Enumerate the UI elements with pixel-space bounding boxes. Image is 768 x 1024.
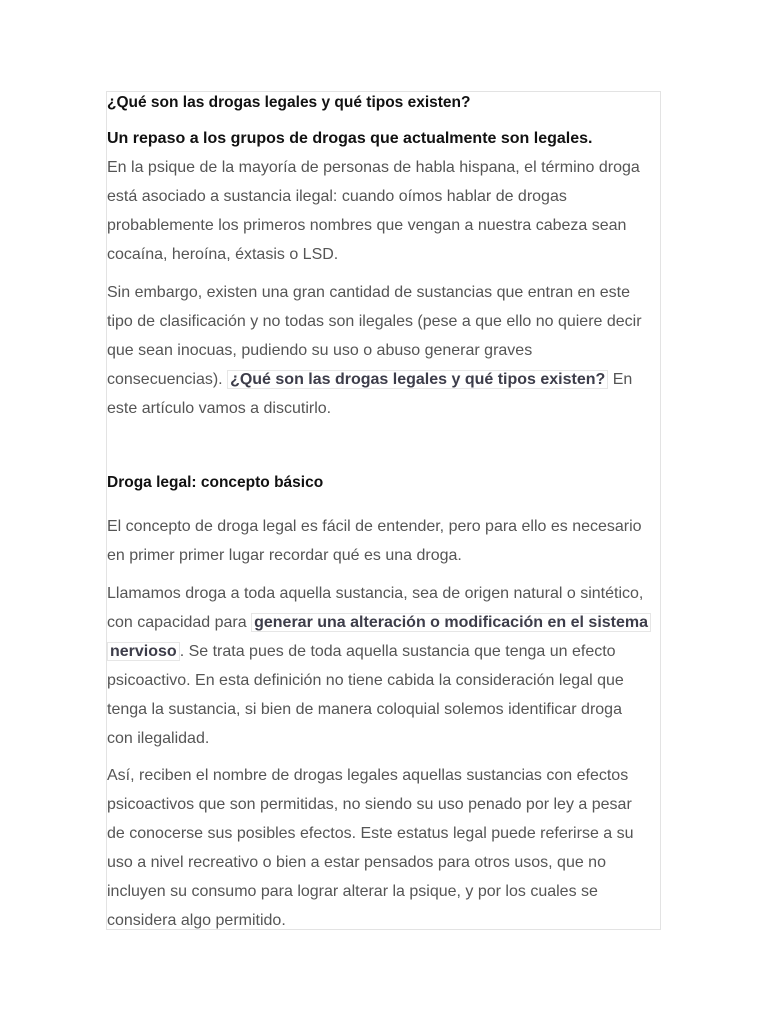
paragraph-line: En la psique de la mayoría de personas de habla hispana, el término droga [107,159,640,176]
paragraph-line [107,637,662,666]
paragraph-line: Sin embargo, existen una gran cantidad de sustancias que entran en este [107,284,631,301]
highlighted-link[interactable]: nervioso [107,642,180,661]
paragraph-5 [107,761,662,935]
paragraph-text: con capacidad para [107,614,252,631]
paragraph-line: este artículo vamos a discutirlo. [107,400,332,417]
paragraph-text: En [608,371,633,388]
paragraph-text: consecuencias). [107,371,228,388]
paragraph-text: . Se trata pues de toda aquella sustancia que tenga un efecto [179,643,616,660]
paragraph-line [107,365,662,394]
paragraph-line: Llamamos droga a toda aquella sustancia, sea de origen natural o sintético, [107,585,644,602]
paragraph-3 [107,512,662,570]
intro-paragraph [107,153,662,269]
paragraph-line: de conocerse sus posibles efectos. Este estatus legal puede referirse a su [107,825,634,842]
paragraph-line [107,608,662,637]
paragraph-line: probablemente los primeros nombres que vengan a nuestra cabeza sean [107,217,627,234]
paragraph-line: en primer primer lugar recordar qué es una droga. [107,547,462,564]
document-title: ¿Qué son las drogas legales y qué tipos existen? [107,94,471,111]
paragraph-line: está asociado a sustancia ilegal: cuando oímos hablar de drogas [107,188,567,205]
paragraph-line: con ilegalidad. [107,730,210,747]
paragraph-line: que sean inocuas, pudiendo su uso o abuso generar graves [107,342,533,359]
paragraph-line: considera algo permitido. [107,912,286,929]
paragraph-line: psicoactivos que son permitidas, no siendo su uso penado por ley a pesar [107,796,632,813]
paragraph-line: El concepto de droga legal es fácil de entender, pero para ello es necesario [107,518,642,535]
paragraph-line: psicoactivo. En esta definición no tiene cabida la consideración legal que [107,672,624,689]
highlighted-link[interactable]: ¿Qué son las drogas legales y qué tipos existen? [227,370,608,389]
paragraph-line: cocaína, heroína, éxtasis o LSD. [107,246,339,263]
document-subtitle: Un repaso a los grupos de drogas que actualmente son legales. [107,130,593,147]
paragraph-line: uso a nivel recreativo o bien a estar pensados para otros usos, que no [107,854,606,871]
highlighted-link[interactable]: generar una alteración o modificación en el sistema [251,613,651,632]
paragraph-2 [107,278,662,423]
paragraph-line: Así, reciben el nombre de drogas legales aquellas sustancias con efectos [107,767,629,784]
paragraph-line: tipo de clasificación y no todas son ilegales (pese a que ello no quiere decir [107,313,642,330]
paragraph-line: incluyen su consumo para lograr alterar la psique, y por los cuales se [107,883,598,900]
section-heading: Droga legal: concepto básico [107,474,324,491]
paragraph-4 [107,579,662,753]
paragraph-line: tenga la sustancia, si bien de manera coloquial solemos identificar droga [107,701,622,718]
